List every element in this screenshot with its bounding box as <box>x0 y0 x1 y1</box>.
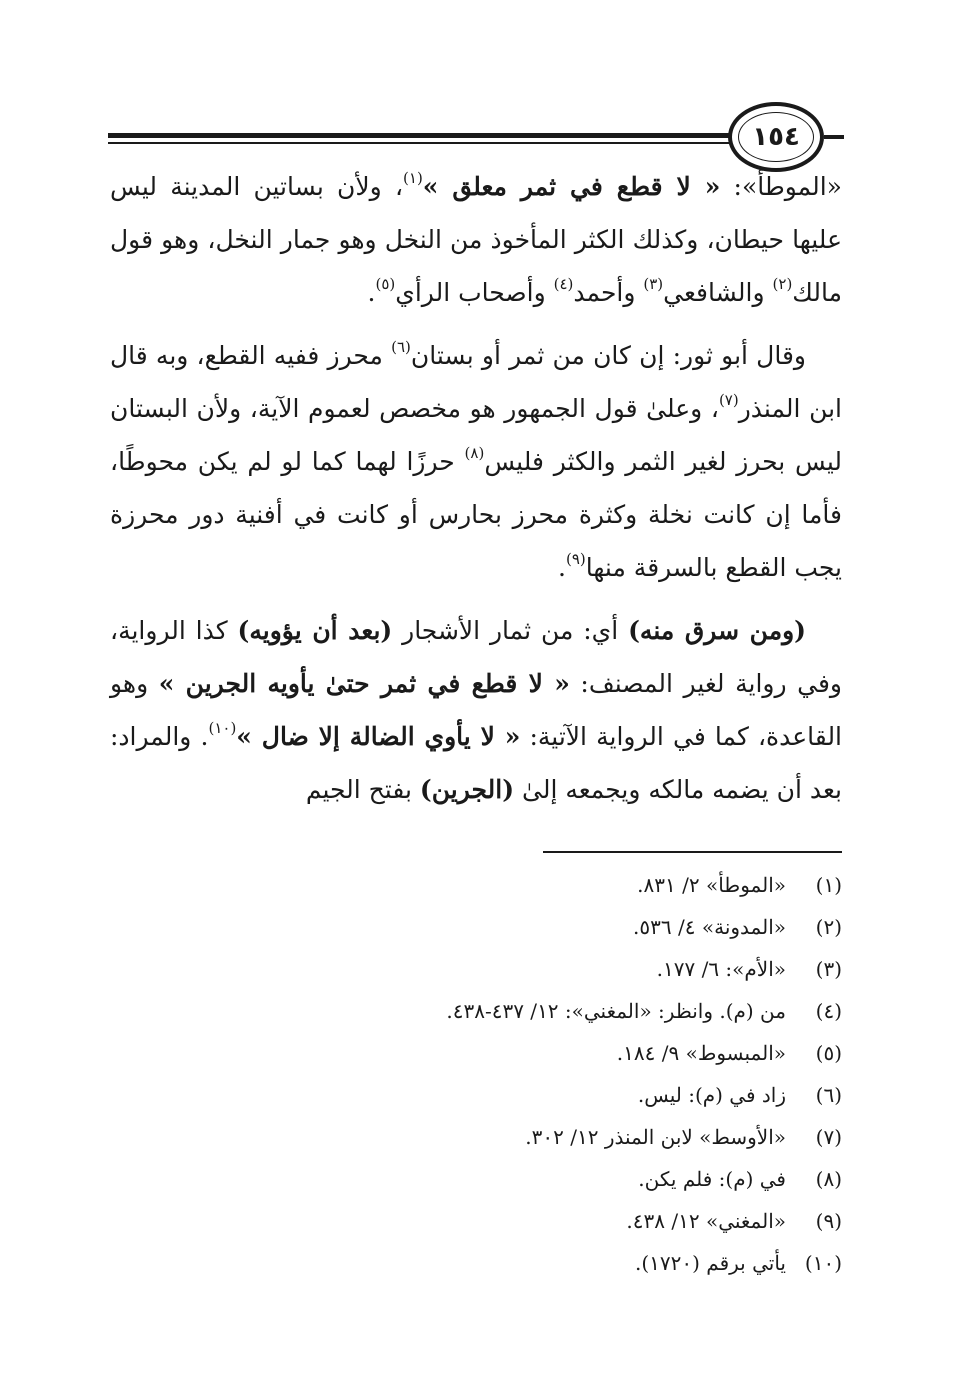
text-run: بفتح الجيم <box>305 775 420 804</box>
text-run: «الموطأ»: <box>720 172 842 201</box>
paragraph <box>110 160 842 319</box>
footnote-ref: (٧) <box>718 391 739 409</box>
bold-text: (ومن سرق منه) <box>628 616 806 645</box>
footnote-number: (١٠) <box>804 1251 842 1275</box>
footnote-text: زاد في (م): ليس. <box>637 1083 786 1107</box>
footnote-number: (٦) <box>815 1083 842 1107</box>
footnote-ref: (٤) <box>553 275 574 293</box>
footnote-ref: (١) <box>403 169 423 187</box>
footnote-item <box>110 1116 842 1158</box>
footnote-ref: (١٠) <box>208 719 237 737</box>
footnote-item <box>110 1242 842 1284</box>
text-run: . <box>367 278 376 307</box>
footnote-text: «المدونة» ٤/ ٥٣٦. <box>633 915 786 939</box>
text-run: وأصحاب الرأي <box>395 278 554 307</box>
footnote-ref: (٩) <box>565 550 586 568</box>
text-run: . والمراد: بعد أن يضمه مالكه ويجمعه إلىٰ <box>110 722 842 804</box>
footnote-text: «الأوسط» لابن المنذر ١٢/ ٣٠٢. <box>525 1125 786 1149</box>
text-run: . <box>558 553 566 582</box>
footnote-text: «الأم»: ٦/ ١٧٧. <box>656 957 786 981</box>
header-rule-thick <box>108 133 730 138</box>
footnote-ref: (٥) <box>375 275 396 293</box>
footnote-number: (١) <box>815 873 842 897</box>
header-rule-thin <box>108 142 730 144</box>
footnote-number: (٣) <box>815 957 842 981</box>
footnote-number: (٧) <box>815 1125 842 1149</box>
footnote-text: في (م): فلم يكن. <box>638 1167 786 1191</box>
text-run: وهو القاعدة، كما في الرواية الآتية: <box>110 669 843 751</box>
footnote-text: «المبسوط» ٩/ ١٨٤. <box>616 1041 786 1065</box>
footnote-text: من (م). وانظر: «المغني»: ١٢/ ٤٣٧-٤٣٨. <box>446 999 786 1023</box>
text-run: ، وعلىٰ قول الجمهور هو مخصص لعموم الآية، ولأن البستان ليس بحرز لغير الثمر والكثر فليس <box>110 394 843 476</box>
text-run: وأحمد <box>573 278 644 307</box>
main-text <box>110 160 842 816</box>
header-rule-end <box>824 135 844 139</box>
footnote-text: «المغني» ١٢/ ٤٣٨. <box>626 1209 786 1233</box>
footnote-item <box>110 1032 842 1074</box>
footnote-number: (٢) <box>815 915 842 939</box>
bold-text: (بعد أن يؤويه) <box>237 616 393 645</box>
bold-text: « لا يأوي الضالة إلا ضال » <box>236 722 521 751</box>
bold-text: « لا قطع في ثمر حتىٰ يأويه الجرين » <box>158 669 570 698</box>
footnote-text: يأتي برقم (١٧٢٠). <box>634 1251 786 1275</box>
text-run: حرزًا لهما كما لو لم يكن محوطًا، فأما إن كانت نخلة وكثرة محرز بحارس أو كانت في أفنية دور محرزة يجب القطع بالسرقة منها <box>110 447 842 582</box>
footnote-ref: (٢) <box>772 275 793 293</box>
text-run: كذا الرواية، وفي رواية لغير المصنف: <box>110 616 842 698</box>
footnote-item <box>110 864 842 906</box>
text-run: أي: من ثمار الأشجار <box>392 616 629 645</box>
footnote-number: (٤) <box>815 999 842 1023</box>
footnote-item <box>110 1158 842 1200</box>
page-number: ١٥٤ <box>752 122 800 152</box>
footnote-number: (٩) <box>815 1209 842 1233</box>
footnote-ref: (٣) <box>643 275 664 293</box>
bold-text: (الجرين) <box>419 775 515 804</box>
footnote-item <box>110 1200 842 1242</box>
paragraph <box>110 604 842 816</box>
footnote-number: (٥) <box>815 1041 842 1065</box>
footnote-item <box>110 1074 842 1116</box>
footnote-item <box>110 906 842 948</box>
footnote-ref: (٦) <box>391 338 411 356</box>
footnote-number: (٨) <box>815 1167 842 1191</box>
text-run: وقال أبو ثور: إن كان من ثمر أو بستان <box>410 341 806 370</box>
text-run: والشافعي <box>663 278 773 307</box>
bold-text: « لا قطع في ثمر معلق » <box>422 172 721 201</box>
footnote-item <box>110 990 842 1032</box>
text-run: محرز ففيه القطع، وبه قال ابن المنذر <box>110 341 843 423</box>
footnotes <box>110 864 842 1284</box>
paragraph <box>110 329 842 594</box>
footnote-item <box>110 948 842 990</box>
footnote-ref: (٨) <box>464 444 485 462</box>
footnote-separator <box>543 851 842 853</box>
text-run: ، ولأن بساتين المدينة ليس عليها حيطان، وكذلك الكثر المأخوذ من النخل وهو جمار النخل، وهو قول مالك <box>110 172 842 307</box>
footnote-text: «الموطأ» ٢/ ٨٣١. <box>637 873 786 897</box>
